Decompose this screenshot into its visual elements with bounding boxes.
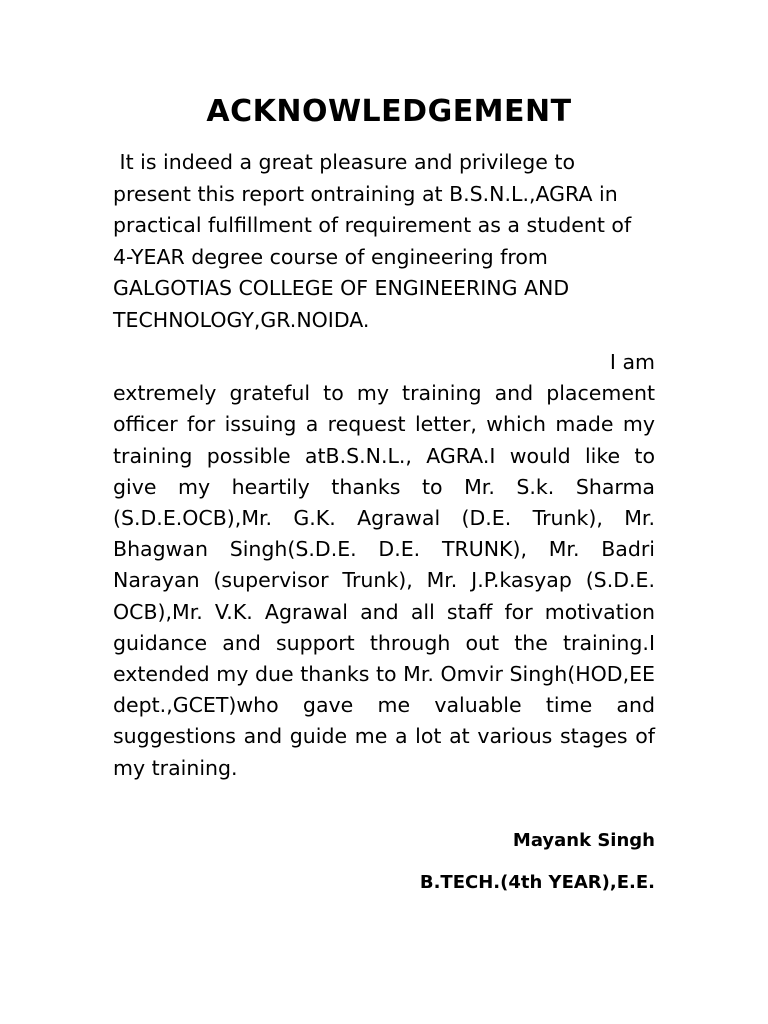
gratitude-paragraph-opening: I am bbox=[609, 350, 655, 374]
signature-detail: B.TECH.(4th YEAR),E.E. bbox=[419, 872, 655, 893]
signature-name: Mayank Singh bbox=[512, 830, 655, 851]
page-title: ACKNOWLEDGEMENT bbox=[206, 94, 572, 129]
intro-paragraph: It is indeed a great pleasure and privilege to present this report ontraining at B.S.N.L.,AGRA in practical fulfillment of requirement as a student of 4-YEAR degree course of engineering from GALGOTIAS COLLEGE OF ENGINEERING AND TECHNOLOGY,GR.NOIDA. bbox=[113, 150, 638, 332]
gratitude-paragraph-body: extremely grateful to my training and placement officer for issuing a request letter, which made my training possible atB.S.N.L., AGRA.I would like to give my heartily thanks to Mr. S.k. Sharma (S.D.E.OCB),Mr. G.K. Agrawal (D.E. Trunk), Mr. Bhagwan Singh(S.D.E. D.E. TRUNK), Mr. Badri Narayan (supervisor Trunk), Mr. J.P.kasyap (S.D.E. OCB),Mr. V.K. Agrawal and all staff for motivation guidance and support through out the training.I extended my due thanks to Mr. Omvir Singh(HOD,EE dept.,GCET)who gave me valuable time and suggestions and guide me a lot at various stages of my training. bbox=[113, 381, 655, 780]
gratitude-paragraph bbox=[113, 347, 655, 784]
